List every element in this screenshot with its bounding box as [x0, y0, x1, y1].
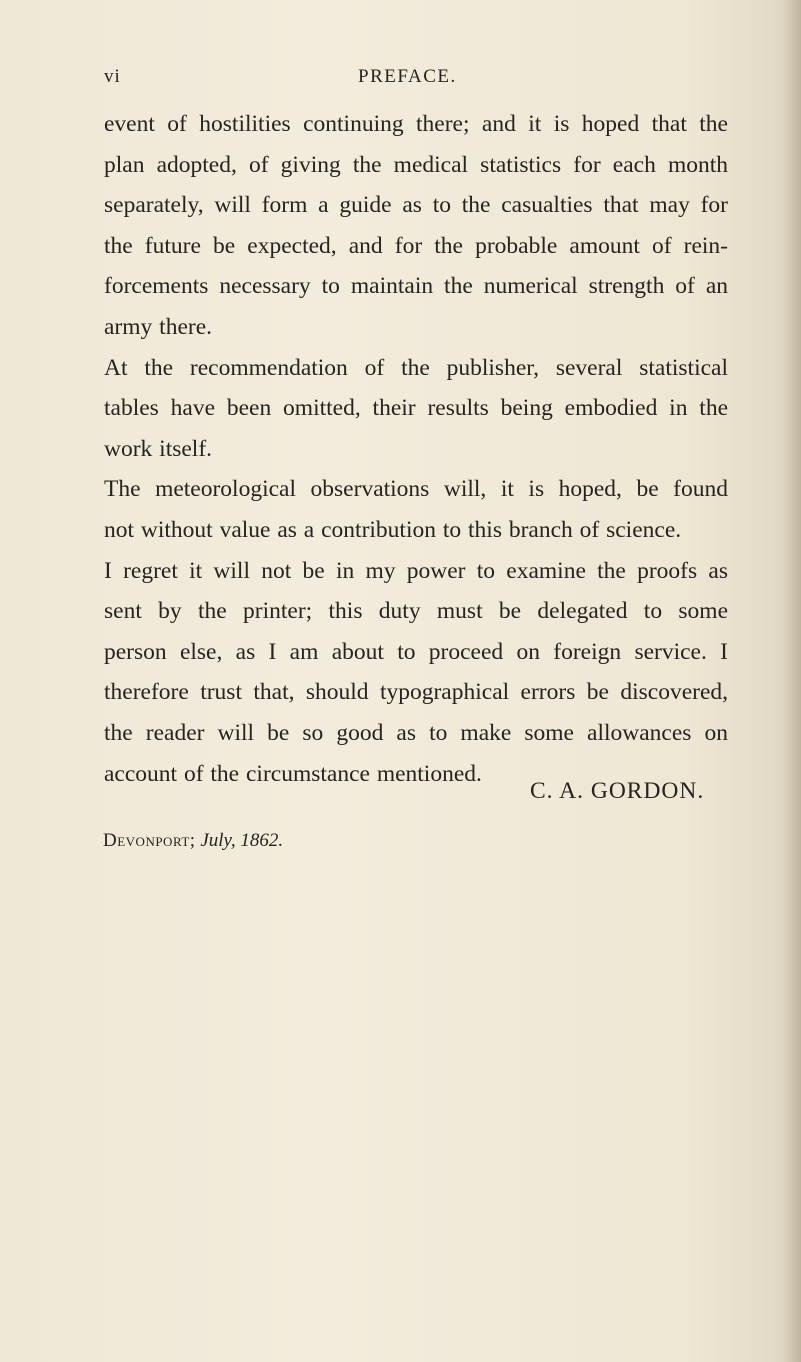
text-line: person else, as I am about to proceed on foreign service. I	[104, 638, 728, 665]
text-line: account of the circumstance mentioned.	[104, 760, 482, 787]
text-line: the future be expected, and for the probable amount of rein-	[104, 232, 728, 259]
text-line: I regret it will not be in my power to examine the proofs as	[104, 557, 728, 584]
text-line: not without value as a contribution to this branch of science.	[104, 516, 682, 543]
dateline	[103, 830, 283, 852]
dateline-place: Devonport;	[103, 830, 196, 851]
author-signature: C. A. GORDON.	[530, 778, 705, 804]
running-title: PREFACE.	[358, 66, 457, 87]
text-line: therefore trust that, should typographical errors be discovered,	[104, 679, 728, 706]
text-line: separately, will form a guide as to the casualties that may for	[104, 192, 728, 219]
text-line: plan adopted, of giving the medical statistics for each month	[104, 151, 728, 178]
running-head	[104, 66, 724, 92]
text-line: The meteorological observations will, it is hoped, be found	[104, 476, 728, 503]
text-line: army there.	[104, 313, 213, 340]
text-line: forcements necessary to maintain the numerical strength of an	[104, 273, 728, 300]
text-line: event of hostilities continuing there; and it is hoped that the	[104, 111, 728, 137]
page-number: vi	[104, 66, 121, 87]
text-line: work itself.	[104, 435, 213, 462]
text-line: sent by the printer; this duty must be delegated to some	[104, 598, 728, 625]
text-line: tables have been omitted, their results being embodied in the	[104, 395, 728, 422]
text-line: At the recommendation of the publisher, several statistical	[104, 354, 728, 381]
dateline-date: July, 1862.	[200, 830, 284, 851]
preface-body	[104, 104, 728, 794]
page-edge-shadow	[783, 0, 801, 1362]
text-line: the reader will be so good as to make some allowances on	[104, 719, 728, 746]
